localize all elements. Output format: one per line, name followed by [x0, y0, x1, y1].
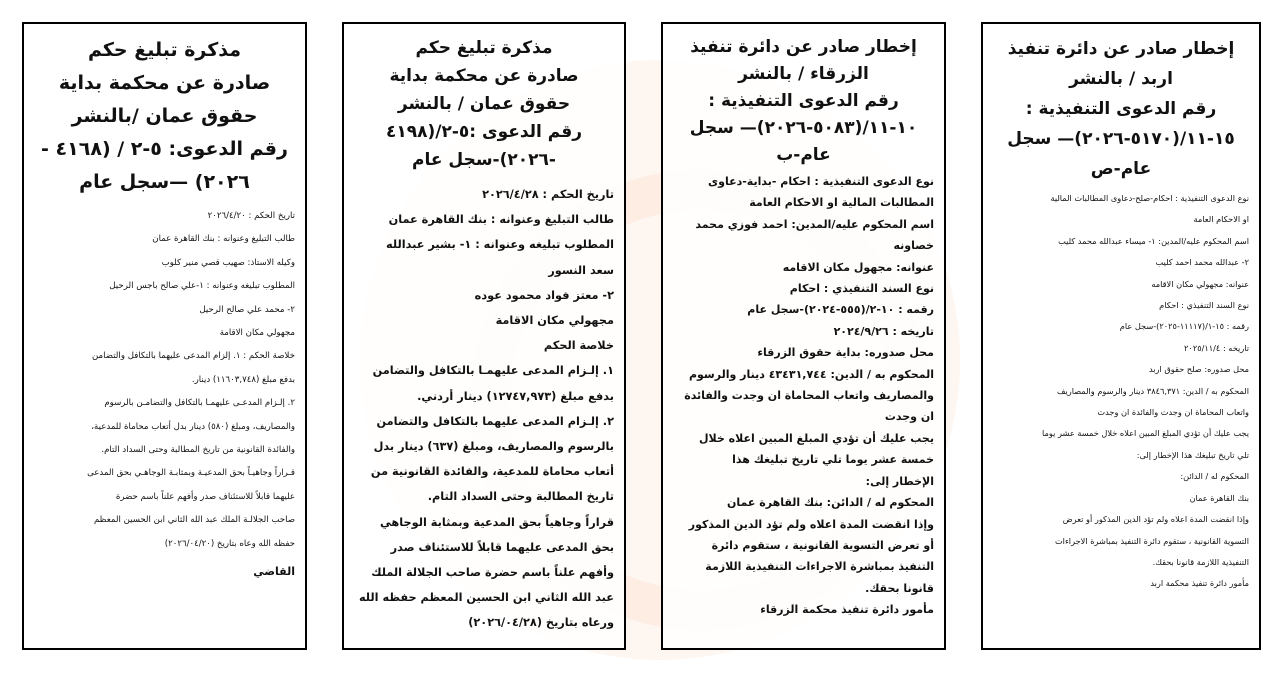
body-line: أو تعرض التسوية القانونية ، ستقوم دائرة	[711, 538, 934, 552]
body-line: تاريخ المطالبة وحتى السداد التام.	[427, 490, 614, 504]
title-line: مذكرة تبليغ حكم	[415, 38, 553, 58]
body-line: اسم المحكوم عليه/المدين: ١- ميساء عبدالله محمد كليب	[1058, 235, 1249, 246]
body-line: خلاصة الحكم : ١. إلزام المدعى عليهما بالتكافل والتضامن	[92, 351, 295, 362]
body-line: رقمه : ١٠-٢/(٥٥٥-٢٠٢٤)-سجل عام	[747, 303, 934, 317]
notice-3	[661, 22, 946, 650]
body-line: عبد الله الثاني ابن الحسين المعظم حفظه الله	[358, 591, 614, 605]
notice-title	[673, 34, 934, 169]
notice-title	[354, 34, 614, 174]
title-line: صادرة عن محكمة بداية	[58, 72, 271, 94]
body-line: ٢- محمد علي صالح الرحيل	[199, 304, 295, 315]
body-line: تاريخ الحكم : ٢٠٢٦/٤/٢٠	[207, 211, 295, 221]
notice-body	[34, 205, 295, 584]
notice-body	[354, 182, 614, 636]
body-line: وإذا انقضت المدة اعلاه ولم تؤد الدين المذكور أو تعرض	[1062, 514, 1249, 525]
title-line: مذكرة تبليغ حكم	[87, 39, 242, 61]
body-line: تاريخ الحكم : ٢٠٢٦/٤/٢٨	[482, 188, 614, 201]
body-line: اسم المحكوم عليه/المدين: احمد فوزي محمد	[695, 217, 934, 231]
body-line: مجهولي مكان الاقامة	[495, 314, 614, 328]
body-line: الإخطار إلى:	[865, 474, 934, 488]
notice-title	[34, 34, 295, 199]
title-line: ١٠-١١/(٥٠٨٣-٢٠٢٦)— سجل	[689, 118, 918, 138]
body-line: مأمور دائرة تنفيذ محكمة الزرقاء	[760, 603, 934, 617]
body-line: المطالبات المالية او الاحكام العامة	[749, 196, 934, 210]
title-line: حقوق عمان /بالنشر	[71, 105, 258, 127]
notice-title	[993, 34, 1249, 184]
body-line: مأمور دائرة تنفيذ محكمة اربد	[1150, 578, 1249, 589]
body-line: التنفيذ بمباشرة الاجراءات التنفيذية اللازمة	[705, 560, 934, 574]
body-line: يجب عليك أن تؤدي المبلغ المبين اعلاه خلال	[698, 431, 934, 445]
body-line: صاحب الجلالـة الملك عبد الله الثاني ابن الحسين المعظم	[93, 515, 295, 526]
body-line: نوع الدعوى التنفيذية : احكام-صلح-دعاوى المطالبات المالية	[1050, 193, 1249, 203]
body-line: قـراراً وجاهيـاً بحق المدعيـة وبمثابـة الوجاهـي بحق المدعى	[87, 468, 295, 479]
title-line: اربد / بالنشر	[1069, 69, 1173, 89]
body-line: ٢. إلـزام المدعـى عليهمـا بالتكافل والتضامـن بالرسوم	[104, 398, 295, 409]
title-line: إخطار صادر عن دائرة تنفيذ	[690, 37, 917, 57]
body-line: بنك القاهرة عمان	[1189, 492, 1249, 503]
body-line: تلي تاريخ تبليغك هذا الإخطار إلى:	[1136, 449, 1249, 460]
body-line: والمصاريف، ومبلغ (٥٨٠) دينار بدل أتعاب محاماة للمدعية،	[91, 421, 295, 432]
body-line: المحكوم له / الدائن: بنك القاهرة عمان	[727, 496, 934, 510]
body-line: المطلوب تبليغه وعنوانه : ١-علي صالح باجس الرحيل	[109, 281, 295, 292]
body-line: حفظه الله وعاه بتاريخ (٢٠٢٦/٠٤/٢٠)	[164, 538, 295, 549]
title-line: حقوق عمان / بالنشر	[397, 94, 571, 114]
body-line: ان وجدت	[884, 410, 934, 424]
body-line: محل صدوره: صلح حقوق اربد	[1148, 364, 1249, 375]
body-line: مجهولي مكان الاقامة	[219, 328, 295, 339]
title-line: رقم الدعوى التنفيذية :	[1025, 99, 1217, 119]
title-line: عام-ب	[776, 145, 831, 165]
notice-1	[22, 22, 307, 650]
title-line: رقم الدعوى :٥-٢/(٤١٩٨	[385, 122, 583, 142]
body-line: عنوانه: مجهولي مكان الاقامه	[1151, 278, 1249, 289]
body-line: بدفع مبلغ (١١٦٠٣,٧٤٨) دينار.	[191, 374, 295, 385]
title-line: الزرقاء / بالنشر	[738, 64, 869, 84]
body-line: عليهما قابلاً للاستئناف صدر وأفهم علناً باسم حضرة	[115, 491, 295, 502]
body-line: واتعاب المحاماة ان وجدت والفائدة ان وجدت	[1097, 407, 1249, 418]
title-line: -٢٠٢٦)-سجل عام	[412, 150, 556, 170]
body-line: وأفهم علناً باسم حضرة صاحب الجلالة الملك	[371, 566, 614, 580]
notice-4	[981, 22, 1261, 650]
body-line: نوع السند التنفيذي : احكام	[1159, 300, 1249, 311]
body-line: خمسة عشر يوما تلي تاريخ تبليغك هذا	[732, 453, 934, 467]
body-line: خصاونه	[893, 239, 934, 253]
notice-2	[342, 22, 626, 650]
title-line: إخطار صادر عن دائرة تنفيذ	[1007, 39, 1235, 59]
body-line: محل صدوره: بداية حقوق الزرقاء	[757, 346, 934, 360]
notice-body	[993, 188, 1249, 595]
body-line: والمصاريف واتعاب المحاماة ان وجدت والفائدة	[684, 389, 934, 403]
body-line: وإذا انقضت المدة اعلاه ولم تؤد الدين المذكور	[688, 517, 934, 531]
body-line: التسوية القانونية ، ستقوم دائرة التنفيذ بمباشرة الاجراءات	[1054, 535, 1249, 546]
body-line: خلاصة الحكم	[543, 339, 614, 353]
body-line: ورعاه بتاريخ (٢٠٢٦/٠٤/٢٨)	[468, 616, 614, 630]
body-line: يجب عليك أن تؤدي المبلغ المبين اعلاه خلال خمسة عشر يوما	[1042, 428, 1249, 439]
body-line: او الاحكام العامة	[1193, 214, 1249, 225]
body-line: تاريخه : ٢٠٢٤/٩/٢٦	[833, 324, 934, 338]
body-line: بحق المدعى عليهما قابلاً للاستئناف صدر	[390, 540, 614, 554]
body-line: ٢. إلـزام المدعى عليهما بالتكافل والتضامن	[376, 414, 614, 428]
title-line: عام-ص	[1090, 159, 1152, 179]
body-line: بالرسوم والمصاريف، ومبلغ (٦٣٧) دينار بدل	[373, 440, 614, 454]
body-line: قانونا بحقك.	[865, 581, 934, 595]
body-line: المطلوب تبليغه وعنوانه : ١- بشير عبدالله	[386, 238, 614, 252]
body-line: بدفع مبلغ (١٢٧٤٧,٩٧٣) دينار أردني.	[417, 389, 614, 403]
body-line: ١. إلـزام المدعى عليهمـا بالتكافل والتضامن	[372, 364, 614, 378]
title-line: ٢٠٢٦) —سجل عام	[79, 171, 250, 193]
notice-body	[673, 171, 934, 621]
body-line: ٢- معتز فواد محمود عوده	[474, 288, 614, 302]
body-line: طالب التبليغ وعنوانه : بنك القاهرة عمان	[388, 213, 614, 227]
body-line: سعد النسور	[548, 263, 614, 277]
body-line: طالب التبليغ وعنوانه : بنك القاهرة عمان	[152, 234, 295, 245]
title-line: رقم الدعوى: ٥-٢ / (٤١٦٨ -	[41, 138, 288, 160]
body-line: رقمه : ١٥-١/(١١١١٧-٢٠٢٥)-سجل عام	[1119, 321, 1249, 332]
body-line: المحكوم له / الدائن:	[1180, 471, 1249, 482]
body-line: نوع الدعوى التنفيذية : احكام -بداية-دعاوى	[708, 175, 934, 188]
body-line: وكيله الاستاذ: صهيب قصي منير كلوب	[161, 257, 295, 268]
body-line: قراراً وجاهياً بحق المدعية وبمثابة الوجاهي	[379, 515, 614, 529]
body-line: المحكوم به / الدين: ٣٨٤٦,٣٧١ دينار والرسوم والمصاريف	[1057, 385, 1249, 396]
title-line: صادرة عن محكمة بداية	[389, 66, 579, 86]
body-line: أتعاب محاماة للمدعية، والفائدة القانونية من	[370, 465, 614, 479]
body-line: عنوانه: مجهول مكان الاقامه	[782, 260, 934, 274]
body-line: ٢- عبدالله محمد احمد كليب	[1155, 257, 1249, 268]
title-line: ١٥-١١/(٥١٧٠-٢٠٢٦)— سجل	[1007, 129, 1235, 149]
body-line: التنفيذية اللازمة قانونا بحقك.	[1152, 556, 1249, 567]
body-line: نوع السند التنفيذي : احكام	[789, 282, 934, 296]
signature-label: القاضي	[253, 565, 295, 579]
body-line: والفائدة القانونية من تاريخ المطالبة وحتى السداد التام.	[101, 445, 295, 456]
body-line: المحكوم به / الدين: ٤٣٤٣١,٧٤٤ دينار والرسوم	[688, 367, 934, 381]
body-line: تاريخه : ٢٠٢٥/١١/٤	[1184, 342, 1249, 353]
title-line: رقم الدعوى التنفيذية :	[708, 91, 899, 111]
